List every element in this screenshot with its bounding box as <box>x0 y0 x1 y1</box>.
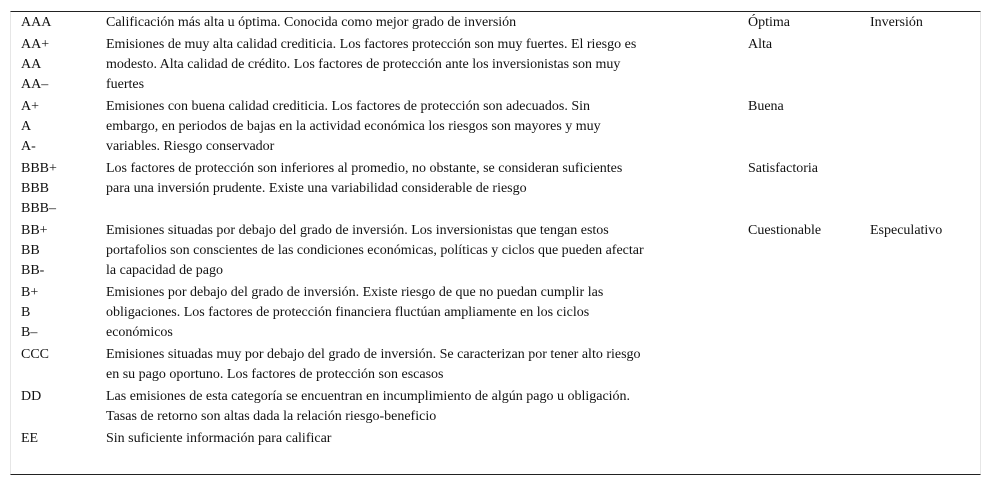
quality-level-cell: Satisfactoria <box>748 161 818 176</box>
description-line: Emisiones situadas por debajo del grado de inversión. Los inversionistas que tengan estos <box>106 223 609 238</box>
rating-grade: BBB+ <box>21 161 57 176</box>
rating-description-cell <box>106 387 721 427</box>
description-line: obligaciones. Los factores de protección financiera fluctúan ampliamente en los ciclos <box>106 305 590 320</box>
description-line: la capacidad de pago <box>106 263 223 278</box>
rating-grade: AA <box>21 57 42 72</box>
description-line: Emisiones situadas muy por debajo del grado de inversión. Se caracterizan por tener alto riesgo <box>106 347 641 362</box>
rating-description-cell <box>106 97 721 157</box>
rating-grade-cell <box>21 283 101 343</box>
description-line: variables. Riesgo conservador <box>106 139 275 154</box>
rating-grade-cell <box>21 159 101 219</box>
description-line: Emisiones de muy alta calidad crediticia. Los factores protección son muy fuertes. El riesgo es <box>106 37 637 52</box>
rating-grade: BBB– <box>21 201 57 216</box>
quality-level-cell: Cuestionable <box>748 223 822 238</box>
rating-grade: BB- <box>21 263 45 278</box>
rating-grade: B <box>21 305 31 320</box>
investment-category-cell: Inversión <box>870 15 923 30</box>
rating-grade: BB+ <box>21 223 48 238</box>
description-line: modesto. Alta calidad de crédito. Los factores de protección ante los inversionistas son muy <box>106 57 621 72</box>
investment-category-cell: Especulativo <box>870 223 943 238</box>
description-line: Tasas de retorno son altas dada la relación riesgo-beneficio <box>106 409 437 424</box>
rating-grade-cell <box>21 13 101 33</box>
rating-grade: DD <box>21 389 42 404</box>
rating-grade-cell <box>21 345 101 365</box>
rating-grade: A+ <box>21 99 40 114</box>
quality-level-cell: Óptima <box>748 15 790 30</box>
rating-grade-cell <box>21 387 101 407</box>
rating-grade: CCC <box>21 347 50 362</box>
rating-grade: AA+ <box>21 37 50 52</box>
quality-level-cell: Buena <box>748 99 784 114</box>
rating-grade-cell <box>21 221 101 281</box>
description-line: Calificación más alta u óptima. Conocida como mejor grado de inversión <box>106 15 517 30</box>
description-line: Los factores de protección son inferiores al promedio, no obstante, se consideran suficientes <box>106 161 623 176</box>
rating-grade: AA– <box>21 77 49 92</box>
rating-description-cell <box>106 159 721 199</box>
rating-grade: EE <box>21 431 39 446</box>
rating-description-cell <box>106 283 721 343</box>
rating-grade: B– <box>21 325 38 340</box>
rating-description-cell <box>106 345 721 385</box>
description-line: en su pago oportuno. Los factores de protección son escasos <box>106 367 444 382</box>
rating-grade: B+ <box>21 285 39 300</box>
rating-grade: A- <box>21 139 36 154</box>
description-line: económicos <box>106 325 173 340</box>
description-line: Las emisiones de esta categoría se encuentran en incumplimiento de algún pago u obligación. <box>106 389 631 404</box>
description-line: Sin suficiente información para calificar <box>106 431 332 446</box>
credit-rating-table <box>10 11 981 475</box>
description-line: para una inversión prudente. Existe una variabilidad considerable de riesgo <box>106 181 527 196</box>
rating-grade-cell <box>21 429 101 449</box>
rating-description-cell <box>106 13 721 33</box>
rating-description-cell <box>106 429 721 449</box>
quality-level-cell: Alta <box>748 37 773 52</box>
description-line: Emisiones por debajo del grado de inversión. Existe riesgo de que no puedan cumplir las <box>106 285 604 300</box>
rating-description-cell <box>106 35 721 95</box>
description-line: portafolios son conscientes de las condiciones económicas, políticas y ciclos que pueden afectar <box>106 243 644 258</box>
rating-grade: A <box>21 119 32 134</box>
description-line: Emisiones con buena calidad crediticia. Los factores de protección son adecuados. Sin <box>106 99 590 114</box>
description-line: fuertes <box>106 77 145 92</box>
rating-grade-cell <box>21 97 101 157</box>
rating-grade: AAA <box>21 15 52 30</box>
rating-grade: BBB <box>21 181 50 196</box>
description-line: embargo, en periodos de bajas en la actividad económica los riesgos son mayores y muy <box>106 119 601 134</box>
rating-grade: BB <box>21 243 40 258</box>
rating-grade-cell <box>21 35 101 95</box>
rating-description-cell <box>106 221 721 281</box>
